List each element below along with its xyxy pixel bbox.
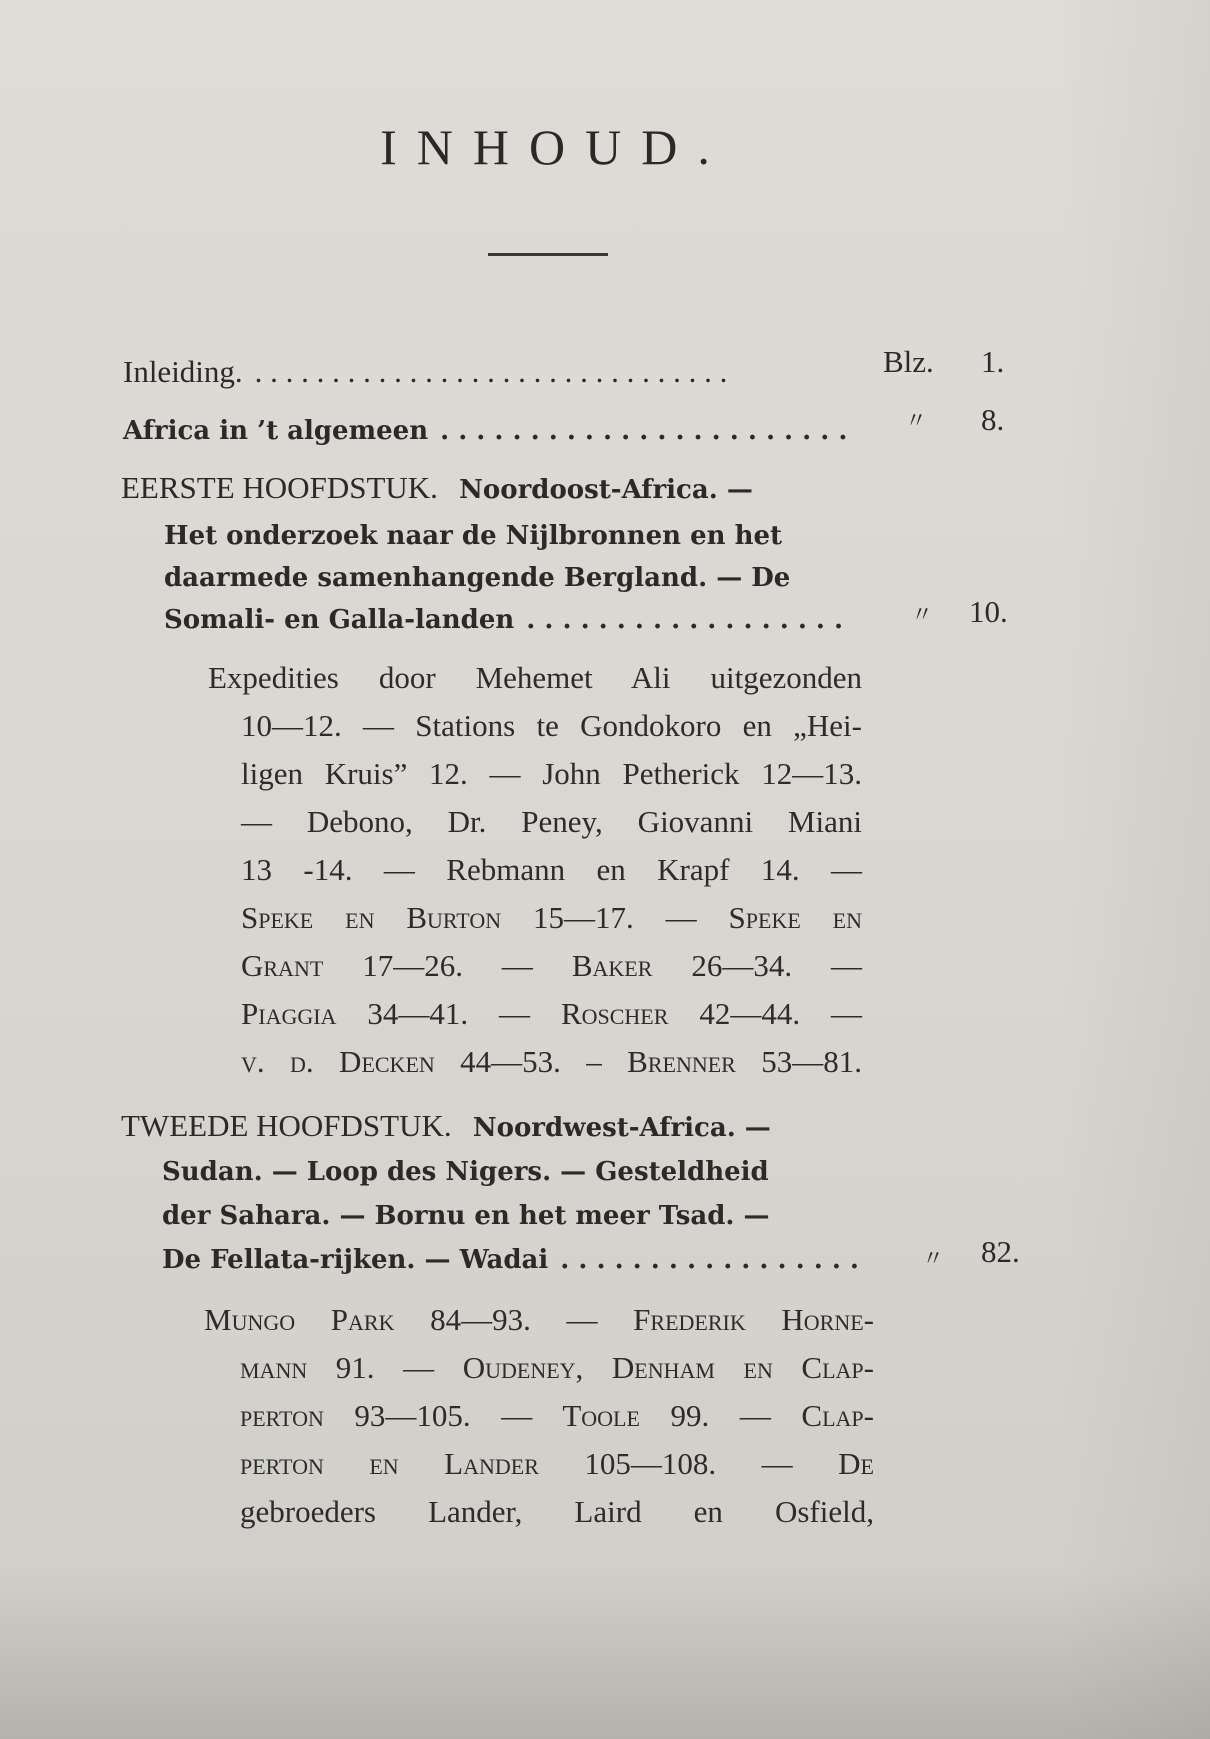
summary-line: 13 -14. — Rebmann en Krapf 14. — — [241, 852, 862, 887]
toc-page-number: 1. — [981, 344, 1005, 379]
leader-dots — [514, 598, 854, 642]
chapter-heading: TWEEDE HOOFDSTUK. — [121, 1108, 452, 1143]
chapter-subject: Noordwest-Africa. — — [472, 1113, 771, 1143]
summary-line: Grant 17—26. — Baker 26—34. — — [241, 948, 862, 983]
leader-dots — [243, 350, 853, 394]
toc-page-number: 82. — [981, 1234, 1020, 1269]
ditto-mark: 〃 — [911, 602, 934, 627]
summary-line: perton 93—105. — Toole 99. — Clap- — [240, 1398, 874, 1433]
toc-entry-label: De Fellata-rijken. — Wadai — [162, 1245, 549, 1275]
page-shadow-right — [1060, 0, 1210, 1739]
toc-entry-africa — [123, 409, 853, 453]
toc-entry-label: Inleiding. — [123, 354, 243, 389]
chapter-1-line: Het onderzoek naar de Nijlbronnen en het — [164, 521, 783, 551]
leader-dots — [548, 1238, 862, 1282]
chapter-1 — [121, 466, 753, 512]
summary-line: Piaggia 34—41. — Roscher 42—44. — — [241, 996, 862, 1031]
toc-blz-label: Blz. — [883, 344, 934, 379]
summary-line: perton en Lander 105—108. — De — [240, 1446, 874, 1481]
chapter-heading: EERSTE HOOFDSTUK. — [121, 470, 438, 505]
chapter-1-summary — [208, 654, 862, 702]
chapter-2 — [121, 1104, 771, 1150]
toc-entry-label: Africa in ’t algemeen — [123, 416, 429, 446]
chapter-2-summary-cont — [240, 1344, 874, 1536]
summary-line: Expedities door Mehemet Ali uitgezonden — [208, 660, 862, 695]
summary-line: gebroeders Lander, Laird en Osfield, — [240, 1494, 874, 1529]
toc-entry-label: Somali- en Galla-landen — [164, 605, 515, 635]
chapter-1-line: daarmede samenhangende Bergland. — De — [164, 563, 791, 593]
toc-entry-inleiding — [123, 350, 853, 394]
chapter-2-line-last — [162, 1238, 862, 1282]
chapter-2-summary — [204, 1296, 874, 1344]
ditto-mark: 〃 — [905, 408, 928, 433]
summary-line: v. d. Decken 44—53. – Brenner 53—81. — [241, 1044, 862, 1079]
page-title: INHOUD. — [380, 119, 730, 175]
leader-dots — [428, 409, 853, 453]
summary-line: — Debono, Dr. Peney, Giovanni Miani — [241, 804, 862, 839]
summary-line: 10—12. — Stations te Gondokoro en „Hei- — [241, 708, 862, 743]
chapter-subject: Noordoost-Africa. — — [459, 475, 753, 505]
summary-line: ligen Kruis” 12. — John Petherick 12—13. — [241, 756, 862, 791]
summary-line: Speke en Burton 15—17. — Speke en — [241, 900, 862, 935]
chapter-2-line: Sudan. — Loop des Nigers. — Gesteldheid — [162, 1157, 769, 1187]
toc-page-number: 10. — [969, 594, 1008, 629]
chapter-2-line: der Sahara. — Bornu en het meer Tsad. — — [162, 1201, 770, 1231]
summary-line: Mungo Park 84—93. — Frederik Horne- — [204, 1302, 874, 1337]
toc-page-number: 8. — [981, 402, 1005, 437]
title-rule — [488, 253, 608, 256]
ditto-mark: 〃 — [922, 1246, 945, 1271]
chapter-1-summary-cont — [241, 702, 862, 1086]
page-shadow-bottom — [0, 1569, 1210, 1739]
summary-line: mann 91. — Oudeney, Denham en Clap- — [240, 1350, 874, 1385]
chapter-1-line-last — [164, 598, 854, 642]
